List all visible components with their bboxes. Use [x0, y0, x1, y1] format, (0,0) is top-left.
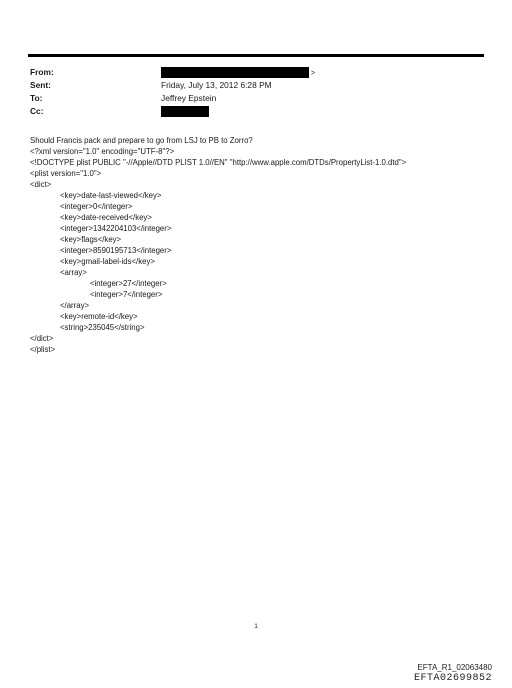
redaction-box [161, 106, 209, 117]
body-line: <integer>7</integer> [90, 290, 163, 299]
from-label: From: [30, 67, 54, 77]
body-line: <integer>8590195713</integer> [60, 246, 172, 255]
from-tail: > [311, 70, 316, 77]
body-line: <key>date-last-viewed</key> [60, 191, 162, 200]
body-line: <string>235045</string> [60, 323, 145, 332]
sent-row [30, 79, 470, 92]
bates-number-secondary: EFTA02699852 [413, 673, 492, 684]
sent-label: Sent: [30, 80, 51, 90]
cc-row [30, 105, 470, 118]
body-line: </array> [60, 301, 90, 310]
to-value: Jeffrey Epstein [161, 93, 217, 103]
cc-label: Cc: [30, 106, 44, 116]
redaction-box [161, 67, 309, 78]
cc-value [161, 105, 209, 118]
body-line: <integer>1342204103</integer> [60, 224, 172, 233]
body-line: <?xml version="1.0" encoding="UTF-8"?> [30, 147, 175, 156]
from-row [30, 66, 470, 79]
to-row [30, 92, 470, 105]
body-line: <dict> [30, 180, 52, 189]
body-line: Should Francis pack and prepare to go from LSJ to PB to Zorro? [30, 136, 253, 145]
body-line: <key>gmail-label-ids</key> [60, 257, 155, 266]
sent-value: Friday, July 13, 2012 6:28 PM [161, 80, 272, 90]
body-line: <key>date-received</key> [60, 213, 152, 222]
email-header [30, 66, 470, 118]
body-line: <key>remote-id</key> [60, 312, 138, 321]
body-line: </dict> [30, 334, 54, 343]
header-rule [28, 54, 484, 57]
body-line: <!DOCTYPE plist PUBLIC "-//Apple//DTD PLIST 1.0//EN" "http://www.apple.com/DTDs/PropertyList-1.0.dtd"> [30, 158, 407, 167]
body-line: <key>flags</key> [60, 235, 122, 244]
page-number: 1 [254, 623, 258, 630]
bates-number-primary: EFTA_R1_02063480 [417, 663, 492, 672]
body-line: </plist> [30, 345, 56, 354]
body-line: <array> [60, 268, 87, 277]
body-line: <integer>0</integer> [60, 202, 133, 211]
email-body [30, 135, 500, 355]
body-line: <plist version="1.0"> [30, 169, 102, 178]
to-label: To: [30, 93, 43, 103]
body-line: <integer>27</integer> [90, 279, 167, 288]
from-value [161, 66, 315, 80]
